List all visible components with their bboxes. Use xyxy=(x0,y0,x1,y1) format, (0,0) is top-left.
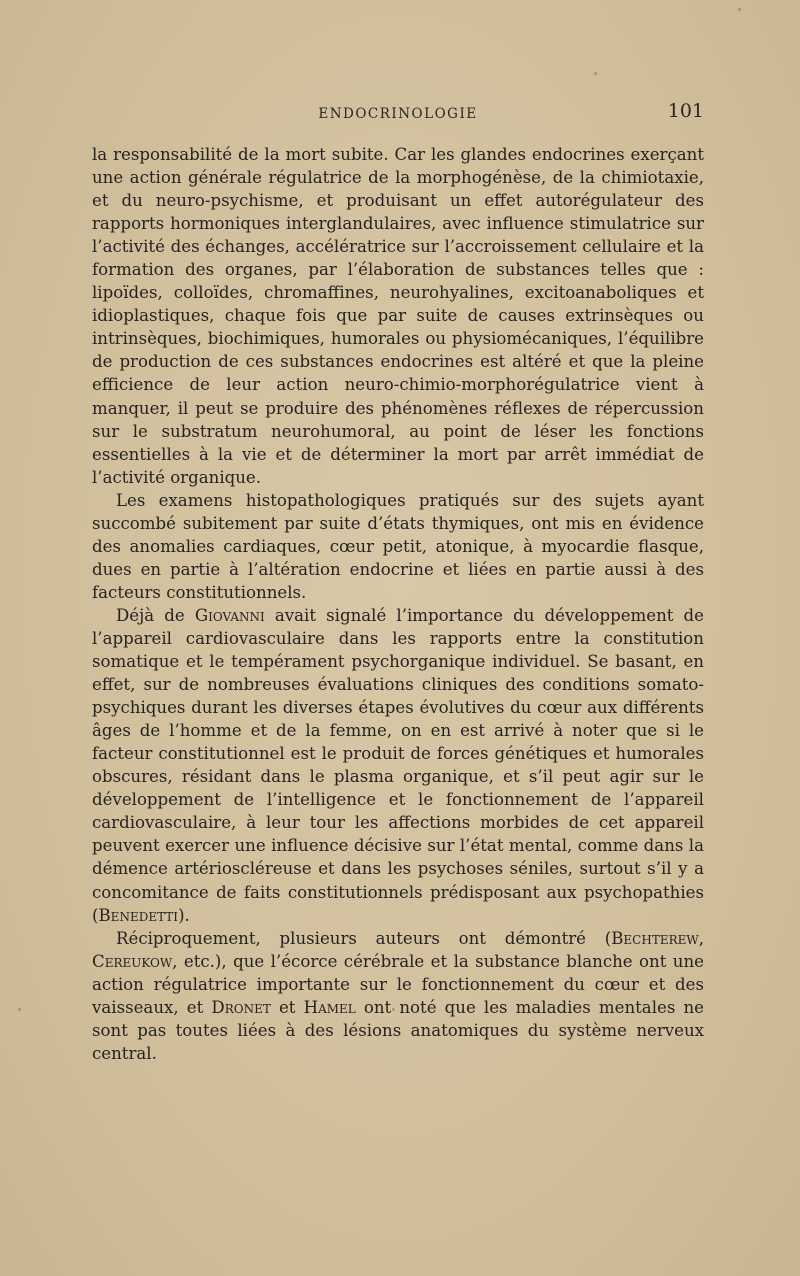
paragraph xyxy=(92,489,704,604)
author-name: Giovanni xyxy=(194,605,265,625)
text-run: et xyxy=(270,997,304,1017)
author-name: Benedetti xyxy=(98,905,179,925)
paper-speck xyxy=(594,72,597,75)
paragraph xyxy=(92,604,704,927)
text-run: Réciproquement, plusieurs auteurs ont démontré ( xyxy=(116,928,612,948)
paper-speck xyxy=(18,1008,21,1011)
author-name: Dronet xyxy=(211,997,271,1017)
text-run: , etc.), que l’écorce cérébrale et la substance blanche ont une action régulatrice importante sur le fonctionnement du cœur et des vaisseaux, et xyxy=(92,951,704,1017)
paragraph xyxy=(92,927,704,1065)
text-run: ont noté que les maladies mentales ne sont pas toutes liées à des lésions anatomiques du système nerveux central. xyxy=(92,997,704,1063)
author-name: Hamel xyxy=(303,997,356,1017)
paper-speck xyxy=(738,8,741,11)
page-header xyxy=(92,100,704,130)
body-text xyxy=(92,143,704,1065)
text-run: Les examens histopathologiques pratiqués sur des sujets ayant succombé subitement par suite d’états thymiques, ont mis en évidence des anomalies cardiaques, cœur petit, atonique, à myocardie flasque, dues en partie à l’altération endocrine et liées en partie aussi à des facteurs constitutionnels. xyxy=(92,490,704,602)
page-number: 101 xyxy=(667,100,704,122)
text-run: Déjà de xyxy=(116,605,195,625)
running-title: ENDOCRINOLOGIE xyxy=(318,106,478,122)
text-run: avait signalé l’importance du développement de l’appareil cardiovasculaire dans les rapports entre la constitution somatique et le tempérament psychorganique individuel. Se basant, en effet, sur de nombreuses évaluations cliniques des conditions somato-psychiques durant les diverses étapes évolutives du cœur aux différents âges de l’homme et de la femme, on en est arrivé à noter que si le facteur constitutionnel est le produit de forces génétiques et humorales obscures, résidant dans le plasma organique, et s’il peut agir sur le développement de l’intelligence et le fonctionnement de l’appareil cardiovasculaire, à leur tour les affections morbides de cet appareil peuvent exercer une influence décisive sur l’état mental, comme dans la démence artérioscléreuse et dans les psychoses séniles, surtout s’il y a concomitance de faits constitutionnels prédisposant aux psychopathies ( xyxy=(92,605,704,925)
paragraph xyxy=(92,143,704,489)
author-name: Cereukow xyxy=(92,951,173,971)
text-run: la responsabilité de la mort subite. Car les glandes endocrines exerçant une action générale régulatrice de la morphogénèse, de la chimiotaxie, et du neuro-psychisme, et produisant un effet autorégulateur des rapports hormoniques interglandulaires, avec influence stimulatrice sur l’activité des échanges, accélératrice sur l’accroissement cellulaire et la formation des organes, par l’élaboration de substances telles que : lipoïdes, colloïdes, chromaffines, neurohyalines, excitoanaboliques et idioplastiques, chaque fois que par suite de causes extrinsèques ou intrinsèques, biochimiques, humorales ou physiomécaniques, l’équilibre de production de ces substances endocrines est altéré et que la pleine efficience de leur action neuro-chimio-morphorégulatrice vient à manquer, il peut se produire des phénomènes réflexes de répercussion sur le substratum neurohumoral, au point de léser les fonctions essentielles à la vie et de déterminer la mort par arrêt immédiat de l’activité organique. xyxy=(92,145,704,487)
author-name: Bechterew xyxy=(611,928,699,948)
text-run: ). xyxy=(178,905,190,925)
text-run: , xyxy=(698,928,704,948)
